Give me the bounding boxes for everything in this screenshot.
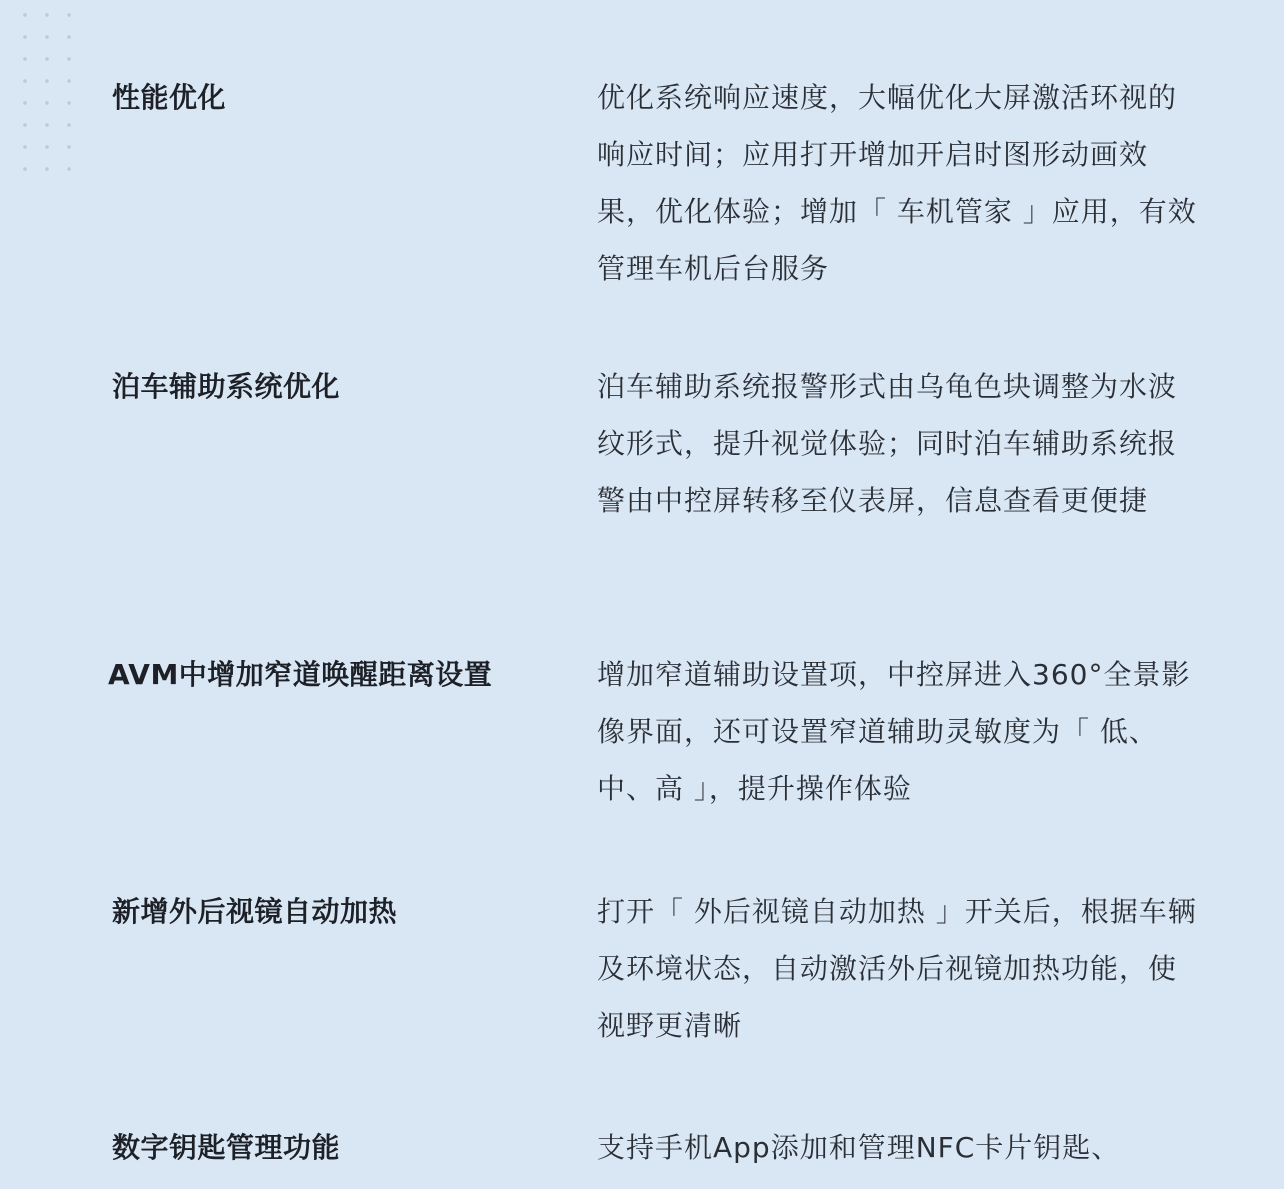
decorative-dot-grid — [14, 4, 78, 176]
feature-title: 新增外后视镜自动加热 — [112, 895, 398, 928]
feature-title: 泊车辅助系统优化 — [112, 370, 341, 403]
feature-title: 数字钥匙管理功能 — [112, 1131, 341, 1164]
feature-description: 优化系统响应速度，大幅优化大屏激活环视的响应时间；应用打开增加开启时图形动画效果，优化体验；增加「 车机管家 」应用，有效管理车机后台服务 — [597, 81, 1197, 285]
feature-description: 增加窄道辅助设置项，中控屏进入360°全景影像界面，还可设置窄道辅助灵敏度为「 低、中、高 」，提升操作体验 — [597, 658, 1191, 805]
feature-description: 打开「 外后视镜自动加热 」开关后，根据车辆及环境状态，自动激活外后视镜加热功能，使视野更清晰 — [597, 895, 1197, 1042]
feature-title: AVM中增加窄道唤醒距离设置 — [108, 658, 493, 691]
feature-title: 性能优化 — [112, 81, 227, 114]
feature-description: 泊车辅助系统报警形式由乌龟色块调整为水波纹形式，提升视觉体验；同时泊车辅助系统报警由中控屏转移至仪表屏，信息查看更便捷 — [597, 370, 1178, 517]
feature-description: 支持手机App添加和管理NFC卡片钥匙、 — [597, 1131, 1121, 1164]
